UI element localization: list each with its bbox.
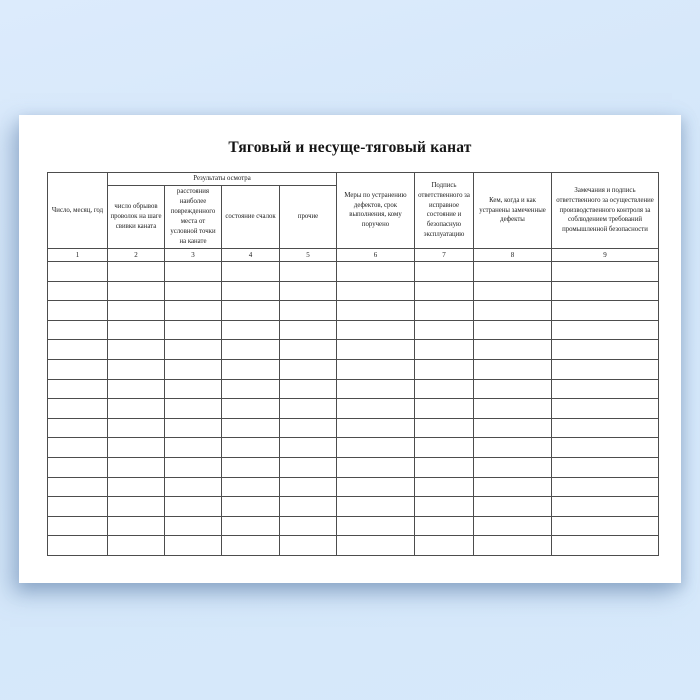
span-header-row bbox=[48, 173, 659, 186]
empty-cell bbox=[337, 497, 415, 517]
empty-cell bbox=[415, 301, 474, 321]
empty-cell bbox=[280, 399, 337, 419]
table-row bbox=[48, 516, 659, 536]
col-header-defect-measures: Меры по устранению дефектов, срок выполнения, кому поручено bbox=[337, 173, 415, 249]
empty-cell bbox=[415, 261, 474, 281]
empty-cell bbox=[108, 497, 165, 517]
col-header-remarks-signature: Замечания и подпись ответственного за осуществление производственного контроля за соблюдением требований промышленной безопасности bbox=[552, 173, 659, 249]
empty-cell bbox=[108, 261, 165, 281]
empty-cell bbox=[474, 497, 552, 517]
table-row bbox=[48, 379, 659, 399]
empty-cell bbox=[108, 301, 165, 321]
column-number-row bbox=[48, 248, 659, 261]
col-number: 6 bbox=[337, 248, 415, 261]
empty-cell bbox=[280, 516, 337, 536]
empty-cell bbox=[48, 457, 108, 477]
empty-cell bbox=[337, 340, 415, 360]
table-row bbox=[48, 301, 659, 321]
empty-cell bbox=[280, 497, 337, 517]
empty-cell bbox=[474, 281, 552, 301]
empty-cell bbox=[552, 281, 659, 301]
empty-cell bbox=[165, 281, 222, 301]
empty-cell bbox=[337, 379, 415, 399]
empty-cell bbox=[474, 516, 552, 536]
empty-cell bbox=[165, 497, 222, 517]
empty-cell bbox=[415, 281, 474, 301]
empty-cell bbox=[415, 477, 474, 497]
empty-cell bbox=[280, 477, 337, 497]
empty-cell bbox=[337, 301, 415, 321]
empty-cell bbox=[415, 320, 474, 340]
empty-cell bbox=[165, 438, 222, 458]
empty-cell bbox=[552, 399, 659, 419]
col-header-splice-condition: состояние счалок bbox=[222, 185, 280, 248]
empty-cell bbox=[280, 320, 337, 340]
empty-cell bbox=[222, 340, 280, 360]
document-title: Тяговый и несуще-тяговый канат bbox=[228, 139, 472, 156]
col-number: 1 bbox=[48, 248, 108, 261]
empty-cell bbox=[165, 301, 222, 321]
table-row bbox=[48, 438, 659, 458]
empty-cell bbox=[48, 536, 108, 556]
rope-inspection-table bbox=[47, 172, 659, 556]
empty-cell bbox=[165, 399, 222, 419]
empty-cell bbox=[280, 536, 337, 556]
empty-cell bbox=[48, 418, 108, 438]
empty-cell bbox=[280, 261, 337, 281]
empty-cell bbox=[222, 320, 280, 340]
table-row bbox=[48, 359, 659, 379]
empty-cell bbox=[222, 536, 280, 556]
empty-cell bbox=[108, 477, 165, 497]
col-header-wire-breaks: число обрывов проволок на шаге свивки каната bbox=[108, 185, 165, 248]
col-header-date: Число, месяц, год bbox=[48, 173, 108, 249]
empty-rows bbox=[48, 261, 659, 555]
empty-cell bbox=[48, 340, 108, 360]
col-header-inspection-results: Результаты осмотра bbox=[108, 173, 337, 186]
empty-cell bbox=[108, 438, 165, 458]
empty-cell bbox=[474, 399, 552, 419]
empty-cell bbox=[552, 477, 659, 497]
empty-cell bbox=[165, 477, 222, 497]
col-number: 5 bbox=[280, 248, 337, 261]
empty-cell bbox=[552, 536, 659, 556]
table-row bbox=[48, 281, 659, 301]
empty-cell bbox=[222, 497, 280, 517]
empty-cell bbox=[222, 399, 280, 419]
empty-cell bbox=[48, 497, 108, 517]
table-row bbox=[48, 418, 659, 438]
empty-cell bbox=[222, 418, 280, 438]
empty-cell bbox=[108, 399, 165, 419]
empty-cell bbox=[552, 359, 659, 379]
empty-cell bbox=[222, 516, 280, 536]
empty-cell bbox=[280, 379, 337, 399]
col-header-defects-fixed: Кем, когда и как устранены замеченные дефекты bbox=[474, 173, 552, 249]
empty-cell bbox=[474, 438, 552, 458]
empty-cell bbox=[48, 261, 108, 281]
empty-cell bbox=[165, 261, 222, 281]
empty-cell bbox=[552, 457, 659, 477]
empty-cell bbox=[337, 281, 415, 301]
empty-cell bbox=[552, 301, 659, 321]
empty-cell bbox=[280, 418, 337, 438]
empty-cell bbox=[48, 516, 108, 536]
empty-cell bbox=[415, 438, 474, 458]
col-header-other: прочие bbox=[280, 185, 337, 248]
empty-cell bbox=[474, 301, 552, 321]
empty-cell bbox=[48, 379, 108, 399]
empty-cell bbox=[108, 536, 165, 556]
empty-cell bbox=[280, 457, 337, 477]
empty-cell bbox=[165, 359, 222, 379]
empty-cell bbox=[337, 477, 415, 497]
empty-cell bbox=[552, 516, 659, 536]
table-row bbox=[48, 536, 659, 556]
empty-cell bbox=[222, 261, 280, 281]
table-row bbox=[48, 457, 659, 477]
empty-cell bbox=[337, 457, 415, 477]
empty-cell bbox=[108, 281, 165, 301]
empty-cell bbox=[474, 359, 552, 379]
empty-cell bbox=[48, 477, 108, 497]
empty-cell bbox=[108, 457, 165, 477]
col-number: 3 bbox=[165, 248, 222, 261]
empty-cell bbox=[474, 418, 552, 438]
empty-cell bbox=[337, 536, 415, 556]
empty-cell bbox=[165, 379, 222, 399]
empty-cell bbox=[415, 457, 474, 477]
table-row bbox=[48, 477, 659, 497]
col-number: 4 bbox=[222, 248, 280, 261]
empty-cell bbox=[165, 320, 222, 340]
empty-cell bbox=[280, 281, 337, 301]
empty-cell bbox=[337, 261, 415, 281]
empty-cell bbox=[48, 301, 108, 321]
empty-cell bbox=[337, 516, 415, 536]
empty-cell bbox=[222, 281, 280, 301]
empty-cell bbox=[415, 536, 474, 556]
empty-cell bbox=[165, 536, 222, 556]
col-number: 7 bbox=[415, 248, 474, 261]
empty-cell bbox=[415, 340, 474, 360]
empty-cell bbox=[280, 359, 337, 379]
empty-cell bbox=[552, 418, 659, 438]
empty-cell bbox=[48, 320, 108, 340]
empty-cell bbox=[222, 477, 280, 497]
empty-cell bbox=[48, 281, 108, 301]
empty-cell bbox=[337, 418, 415, 438]
col-header-damage-distance: расстояния наиболее поврежденного места от условной точки на канате bbox=[165, 185, 222, 248]
empty-cell bbox=[222, 359, 280, 379]
table-row bbox=[48, 399, 659, 419]
empty-cell bbox=[474, 340, 552, 360]
empty-cell bbox=[48, 359, 108, 379]
table-row bbox=[48, 261, 659, 281]
empty-cell bbox=[108, 359, 165, 379]
empty-cell bbox=[415, 399, 474, 419]
empty-cell bbox=[415, 418, 474, 438]
empty-cell bbox=[337, 438, 415, 458]
empty-cell bbox=[280, 340, 337, 360]
empty-cell bbox=[474, 261, 552, 281]
empty-cell bbox=[222, 379, 280, 399]
empty-cell bbox=[337, 399, 415, 419]
empty-cell bbox=[280, 438, 337, 458]
empty-cell bbox=[165, 457, 222, 477]
empty-cell bbox=[108, 418, 165, 438]
empty-cell bbox=[165, 340, 222, 360]
empty-cell bbox=[165, 516, 222, 536]
table-row bbox=[48, 340, 659, 360]
empty-cell bbox=[552, 340, 659, 360]
empty-cell bbox=[415, 379, 474, 399]
col-header-responsible-signature: Подпись ответственного за исправное состояние и безопасную эксплуатацию bbox=[415, 173, 474, 249]
empty-cell bbox=[48, 399, 108, 419]
empty-cell bbox=[474, 457, 552, 477]
empty-cell bbox=[552, 379, 659, 399]
empty-cell bbox=[108, 379, 165, 399]
empty-cell bbox=[222, 301, 280, 321]
empty-cell bbox=[552, 497, 659, 517]
col-number: 9 bbox=[552, 248, 659, 261]
table-row bbox=[48, 497, 659, 517]
empty-cell bbox=[108, 320, 165, 340]
empty-cell bbox=[222, 457, 280, 477]
empty-cell bbox=[108, 340, 165, 360]
document-page bbox=[19, 115, 681, 583]
empty-cell bbox=[474, 379, 552, 399]
empty-cell bbox=[280, 301, 337, 321]
empty-cell bbox=[222, 438, 280, 458]
empty-cell bbox=[108, 516, 165, 536]
empty-cell bbox=[48, 438, 108, 458]
empty-cell bbox=[474, 320, 552, 340]
empty-cell bbox=[415, 359, 474, 379]
empty-cell bbox=[474, 536, 552, 556]
empty-cell bbox=[552, 438, 659, 458]
table-header bbox=[48, 173, 659, 262]
empty-cell bbox=[337, 359, 415, 379]
empty-cell bbox=[415, 497, 474, 517]
empty-cell bbox=[552, 261, 659, 281]
empty-cell bbox=[415, 516, 474, 536]
empty-cell bbox=[474, 477, 552, 497]
empty-cell bbox=[165, 418, 222, 438]
empty-cell bbox=[552, 320, 659, 340]
table-row bbox=[48, 320, 659, 340]
col-number: 2 bbox=[108, 248, 165, 261]
empty-cell bbox=[337, 320, 415, 340]
col-number: 8 bbox=[474, 248, 552, 261]
